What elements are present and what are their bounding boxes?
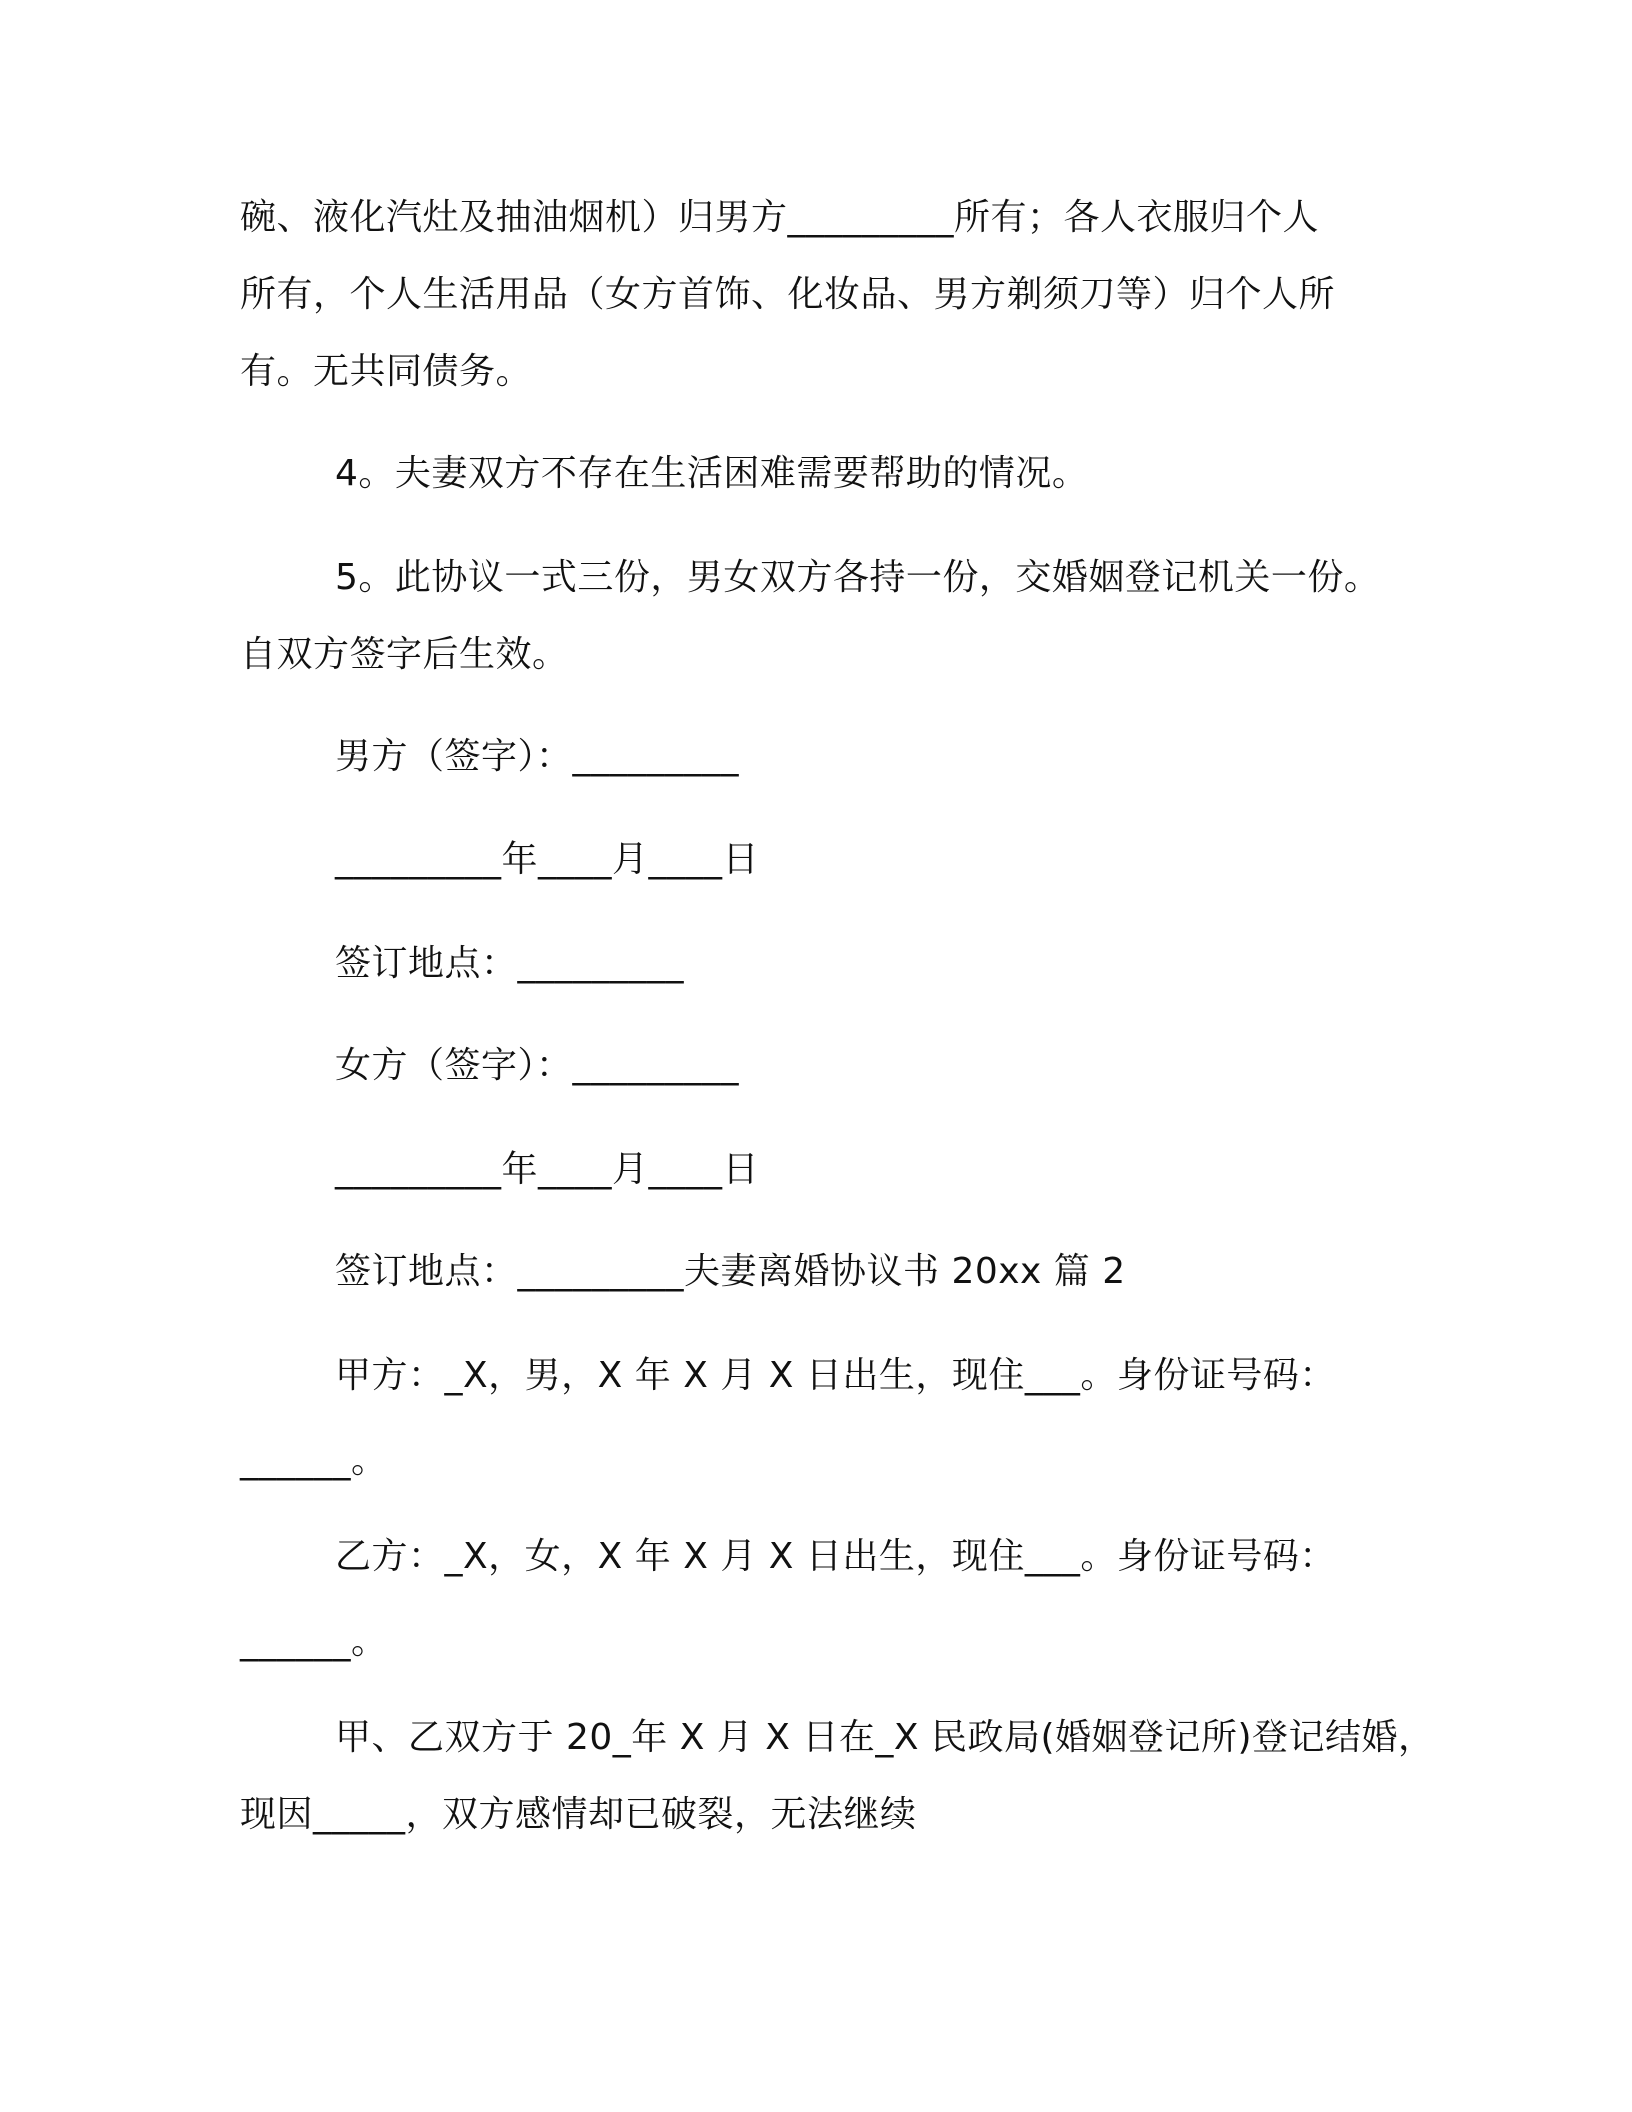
text-line: ______。 [240,1621,388,1662]
text-line: 甲、乙双方于 20_年 X 月 X 日在_X 民政局(婚姻登记所)登记结婚， [335,1717,1435,1758]
signature-line: 男方（签字）：_________ [335,736,740,777]
signature-line: 女方（签字）：_________ [335,1045,740,1086]
text-line: ______。 [240,1440,388,1481]
location-line: 签订地点：_________ [335,943,685,984]
date-line: _________年____月____日 [335,839,759,880]
location-line: 签订地点：_________夫妻离婚协议书 20xx 篇 2 [335,1251,1126,1292]
text-line: 自双方签字后生效。 [240,634,569,675]
text-line: 4。夫妻双方不存在生活困难需要帮助的情况。 [335,453,1089,494]
text-line: 现因_____，双方感情却已破裂，无法继续 [240,1794,917,1835]
text-line: 甲方：_X，男，X 年 X 月 X 日出生，现住___。身份证号码： [335,1355,1336,1396]
text-line: 乙方：_X，女，X 年 X 月 X 日出生，现住___。身份证号码： [335,1536,1336,1577]
text-line: 有。无共同债务。 [240,351,533,392]
text-line: 5。此协议一式三份，男女双方各持一份，交婚姻登记机关一份。 [335,557,1381,598]
text-line: 所有，个人生活用品（女方首饰、化妆品、男方剃须刀等）归个人所 [240,274,1336,315]
date-line: _________年____月____日 [335,1149,759,1190]
text-line: 碗、液化汽灶及抽油烟机）归男方_________所有；各人衣服归个人 [240,197,1320,238]
